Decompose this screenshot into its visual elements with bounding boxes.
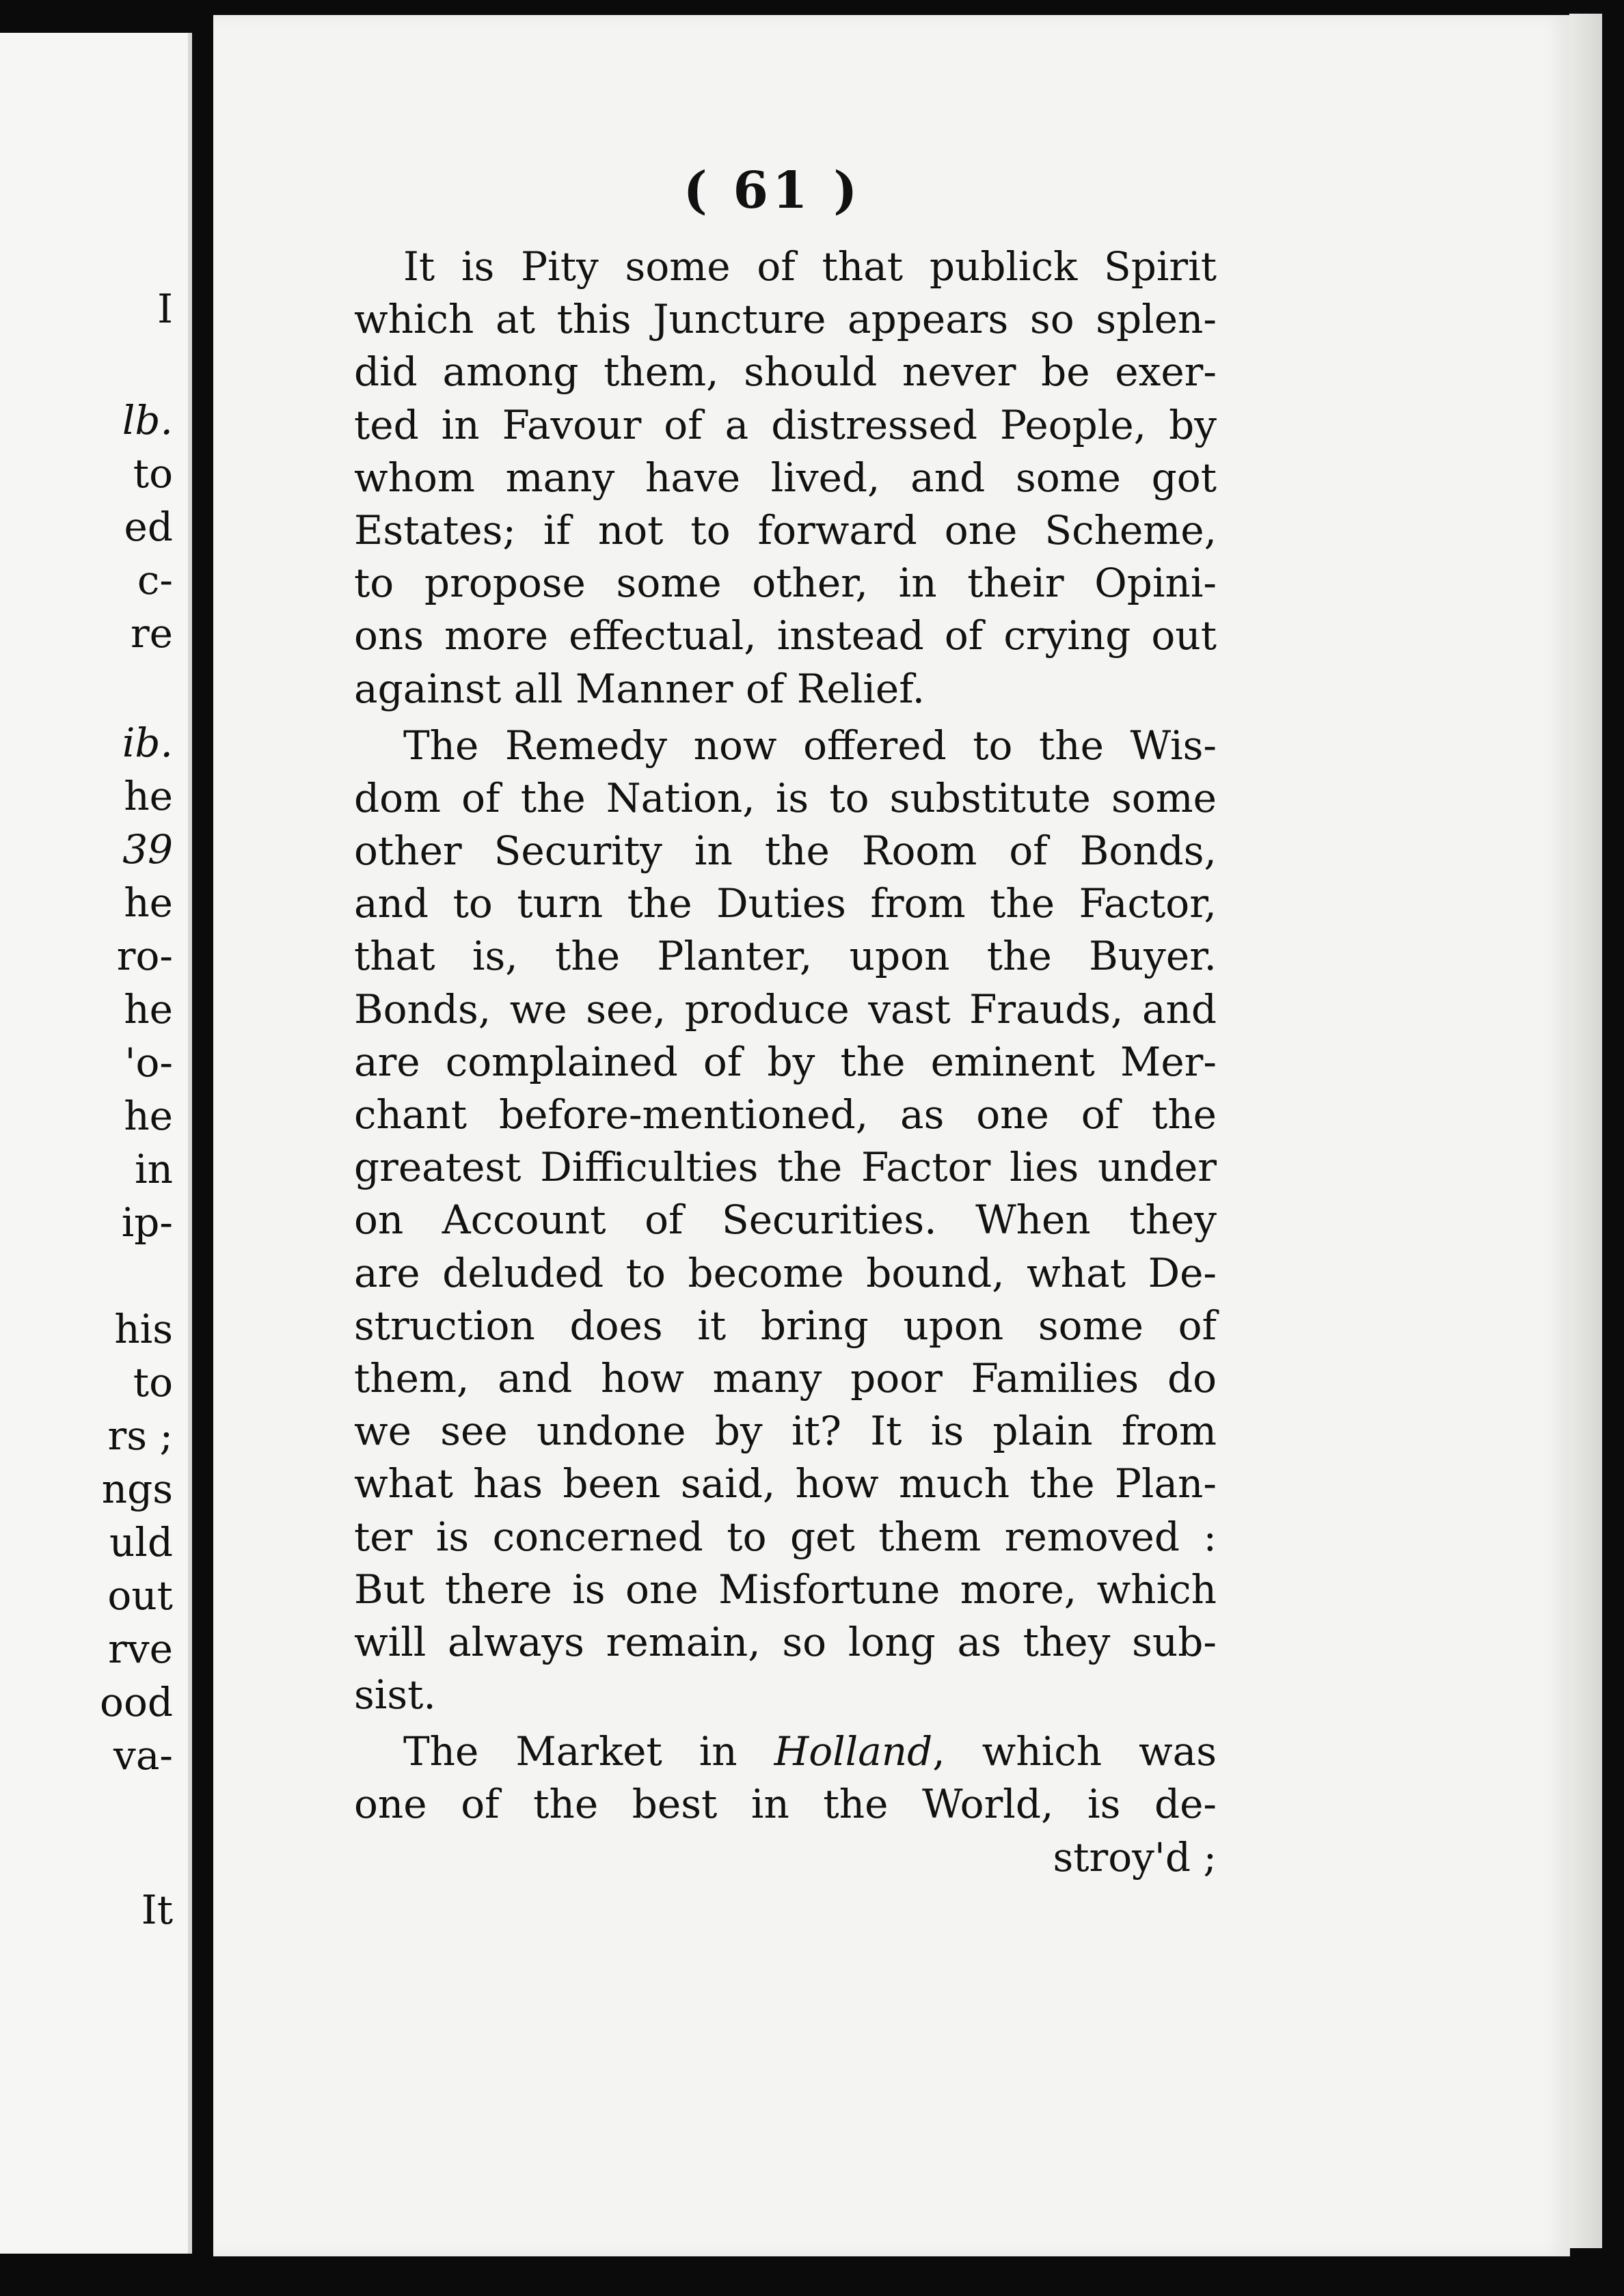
left-page-fragment: out: [107, 1572, 173, 1619]
text-line: will always remain, so long as they sub-: [354, 1618, 1217, 1665]
text-line: what has been said, how much the Plan-: [354, 1460, 1217, 1507]
left-page-fragment: It: [141, 1887, 173, 1933]
text-line: ter is concerned to get them removed :: [354, 1513, 1217, 1560]
text-line: whom many have lived, and some got: [354, 454, 1217, 501]
left-page-fragment: ro-: [116, 933, 173, 979]
text-line: other Security in the Room of Bonds,: [354, 828, 1217, 875]
left-page-fragment: he: [124, 986, 173, 1033]
text-run: , which was: [932, 1728, 1217, 1775]
text-line: Estates; if not to forward one Scheme,: [354, 506, 1217, 554]
text-line: ted in Favour of a distressed People, by: [354, 401, 1217, 448]
text-line: Bonds, we see, produce vast Frauds, and: [354, 985, 1217, 1033]
left-page-fragment: to: [133, 1359, 173, 1406]
text-line: against all Manner of Relief.: [354, 665, 925, 712]
text-line: are deluded to become bound, what De-: [354, 1249, 1217, 1296]
left-page-fragment: 'o-: [124, 1039, 173, 1086]
text-line: are complained of by the eminent Mer-: [354, 1038, 1217, 1085]
text-line: The Remedy now offered to the Wis-: [403, 722, 1217, 769]
left-page-fragment: ip-: [121, 1199, 173, 1246]
italic-place-name: Holland: [774, 1728, 933, 1775]
text-line: to propose some other, in their Opini-: [354, 560, 1217, 607]
paragraph-3: [354, 1725, 1217, 1884]
text-line: on Account of Securities. When they: [354, 1197, 1217, 1244]
left-page-fragment: to: [133, 450, 173, 497]
text-line: But there is one Misfortune more, which: [354, 1566, 1217, 1613]
text-line: [354, 1725, 1217, 1778]
left-page-fragment: he: [124, 1093, 173, 1139]
left-page-fragment: I: [157, 286, 173, 332]
text-line: greatest Difficulties the Factor lies under: [354, 1144, 1217, 1191]
text-line: It is Pity some of that publick Spirit: [403, 243, 1217, 290]
left-page-fragment: 39: [122, 826, 173, 873]
left-page-fragment: ed: [124, 504, 173, 550]
left-page-fragment: he: [124, 773, 173, 819]
left-page-fragment: rs ;: [107, 1412, 173, 1459]
text-line: and to turn the Duties from the Factor,: [354, 880, 1217, 927]
left-page-fragment: his: [114, 1306, 173, 1352]
text-line: one of the best in the World, is de-: [354, 1781, 1217, 1828]
left-page-fragment: rve: [108, 1626, 173, 1672]
text-run: The Market in: [403, 1728, 774, 1775]
left-page-fragment: c-: [137, 557, 173, 603]
text-line: dom of the Nation, is to substitute some: [354, 774, 1217, 821]
page-edge-shadow: [1569, 14, 1602, 2248]
text-line: that is, the Planter, upon the Buyer.: [354, 933, 1217, 980]
left-page-edge: [0, 33, 192, 2254]
text-line: chant before-mentioned, as one of the: [354, 1091, 1217, 1138]
body-text: [354, 241, 1217, 1884]
catchword: stroy'd ;: [1053, 1833, 1217, 1881]
left-page-fragment: va-: [113, 1732, 173, 1779]
left-page-fragment: re: [130, 610, 173, 657]
left-page-fragment: ngs: [101, 1466, 173, 1512]
text-line: ons more effectual, instead of crying out: [354, 612, 1217, 659]
text-line: them, and how many poor Families do: [354, 1354, 1217, 1402]
left-page-fragment: ood: [100, 1679, 173, 1725]
left-page-fragment: in: [135, 1146, 173, 1192]
text-line: we see undone by it? It is plain from: [354, 1408, 1217, 1455]
left-page-fragment: uld: [109, 1519, 173, 1566]
left-page-fragment: ib.: [122, 720, 173, 766]
left-page-fragment: he: [124, 879, 173, 926]
text-line: sist.: [354, 1671, 436, 1719]
text-line: did among them, should never be exer-: [354, 348, 1217, 396]
page-number: ( 61 ): [683, 161, 862, 220]
left-page-fragment: lb.: [122, 397, 173, 443]
paragraph-2: [354, 720, 1217, 1722]
text-line: struction does it bring upon some of: [354, 1302, 1217, 1349]
text-line: which at this Juncture appears so splen-: [354, 296, 1217, 343]
paragraph-1: [354, 241, 1217, 715]
